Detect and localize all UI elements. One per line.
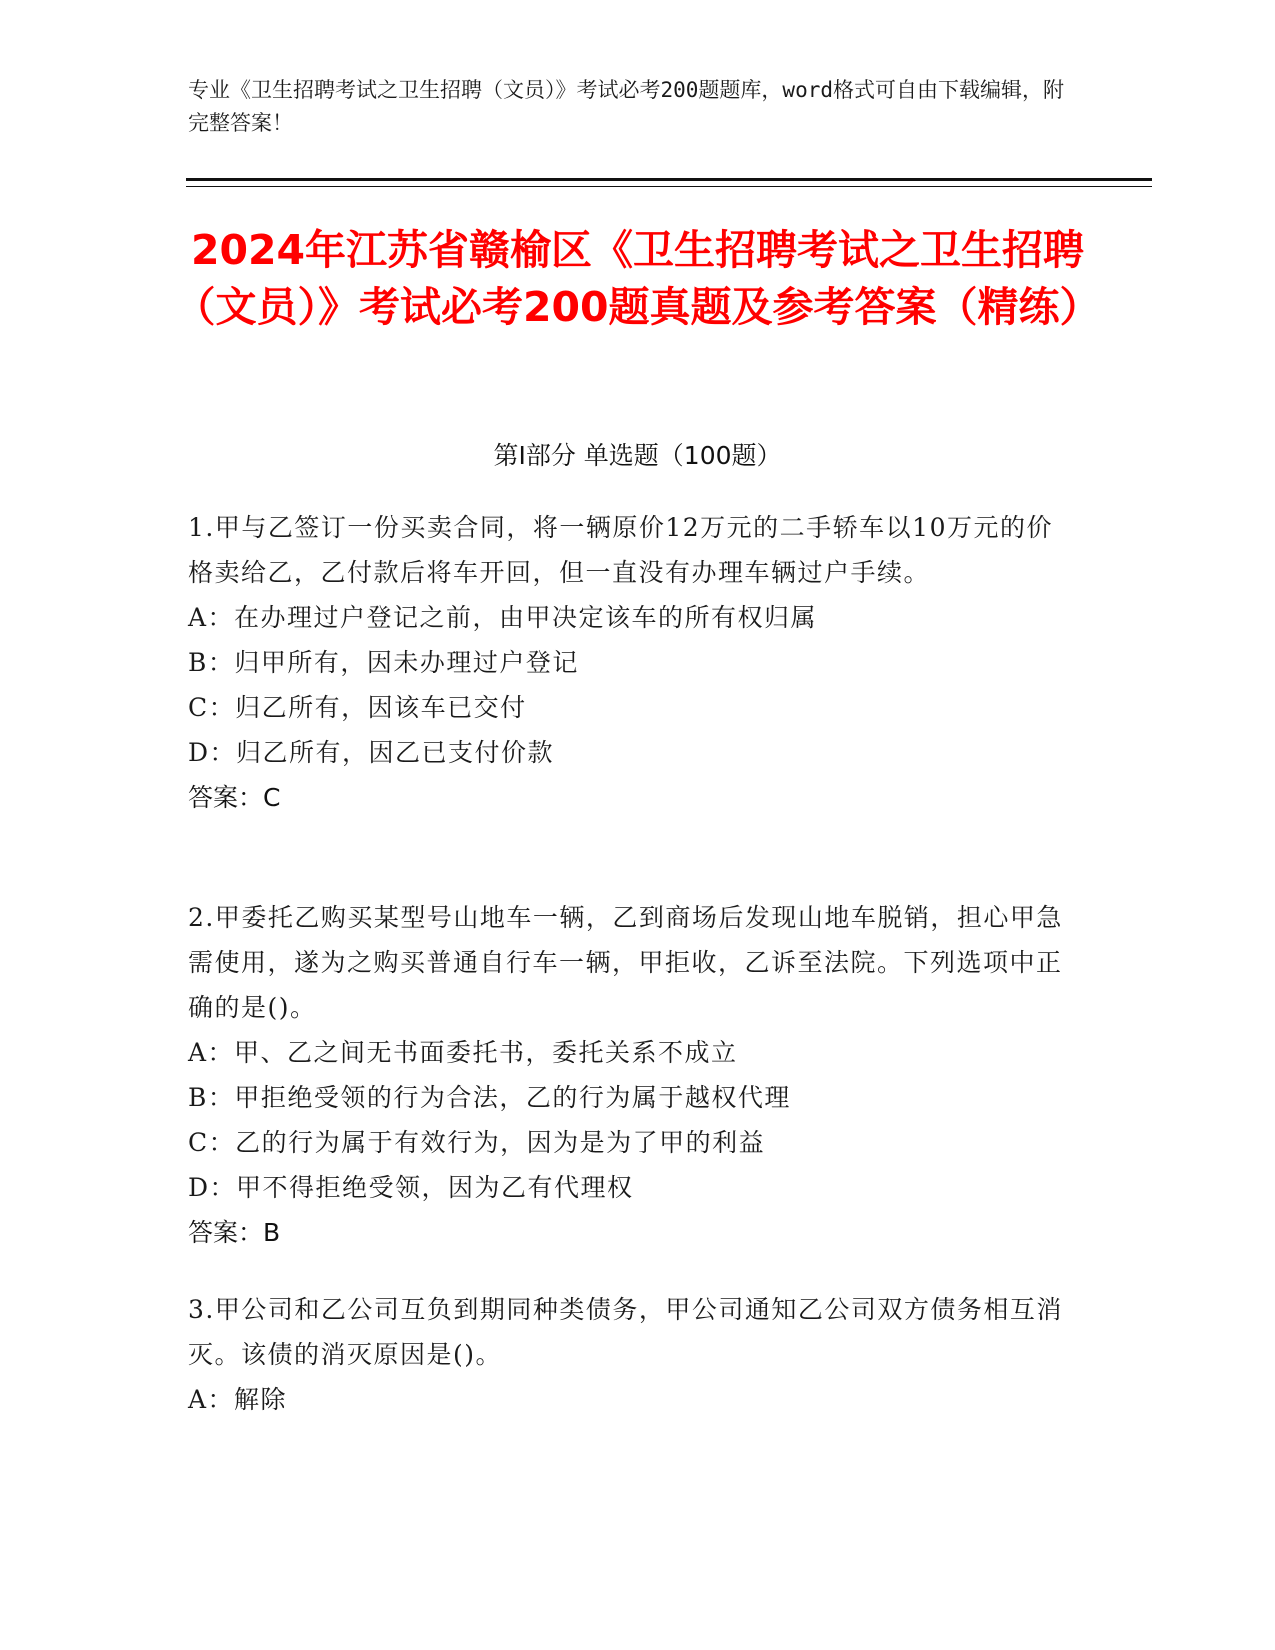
question-stem: 2.甲委托乙购买某型号山地车一辆，乙到商场后发现山地车脱销，担心甲急需使用，遂为之购买普通自行车一辆，甲拒收，乙诉至法院。下列选项中正确的是()。 xyxy=(188,903,1063,1022)
option-a: A：在办理过户登记之前，由甲决定该车的所有权归属 xyxy=(188,603,818,632)
header-note: 专业《卫生招聘考试之卫生招聘（文员）》考试必考200题题库，word格式可自由下载编辑，附完整答案！ xyxy=(188,78,1064,135)
question-1 xyxy=(188,505,1068,820)
section-heading: 第Ⅰ部分 单选题（100题） xyxy=(493,441,782,470)
option-b: B：甲拒绝受领的行为合法，乙的行为属于越权代理 xyxy=(188,1083,791,1112)
option-a: A：甲、乙之间无书面委托书，委托关系不成立 xyxy=(188,1038,738,1067)
option-c: C：归乙所有，因该车已交付 xyxy=(188,693,527,722)
question-3 xyxy=(188,1287,1068,1422)
option-b: B：归甲所有，因未办理过户登记 xyxy=(188,648,579,677)
option-a: A：解除 xyxy=(188,1385,288,1414)
question-2 xyxy=(188,895,1068,1255)
question-stem: 3.甲公司和乙公司互负到期同种类债务，甲公司通知乙公司双方债务相互消灭。该债的消灭原因是()。 xyxy=(188,1295,1063,1369)
answer-key: 答案：C xyxy=(188,783,281,812)
header-divider-thick xyxy=(186,178,1152,181)
answer-key: 答案：B xyxy=(188,1218,281,1247)
option-c: C：乙的行为属于有效行为，因为是为了甲的利益 xyxy=(188,1128,766,1157)
option-d: D：归乙所有，因乙已支付价款 xyxy=(188,738,555,767)
header-divider-thin xyxy=(186,186,1152,187)
option-d: D：甲不得拒绝受领，因为乙有代理权 xyxy=(188,1173,634,1202)
question-stem: 1.甲与乙签订一份买卖合同，将一辆原价12万元的二手轿车以10万元的价格卖给乙，乙付款后将车开回，但一直没有办理车辆过户手续。 xyxy=(188,513,1053,587)
document-title: 2024年江苏省赣榆区《卫生招聘考试之卫生招聘（文员）》考试必考200题真题及参考答案（精练） xyxy=(174,226,1101,331)
